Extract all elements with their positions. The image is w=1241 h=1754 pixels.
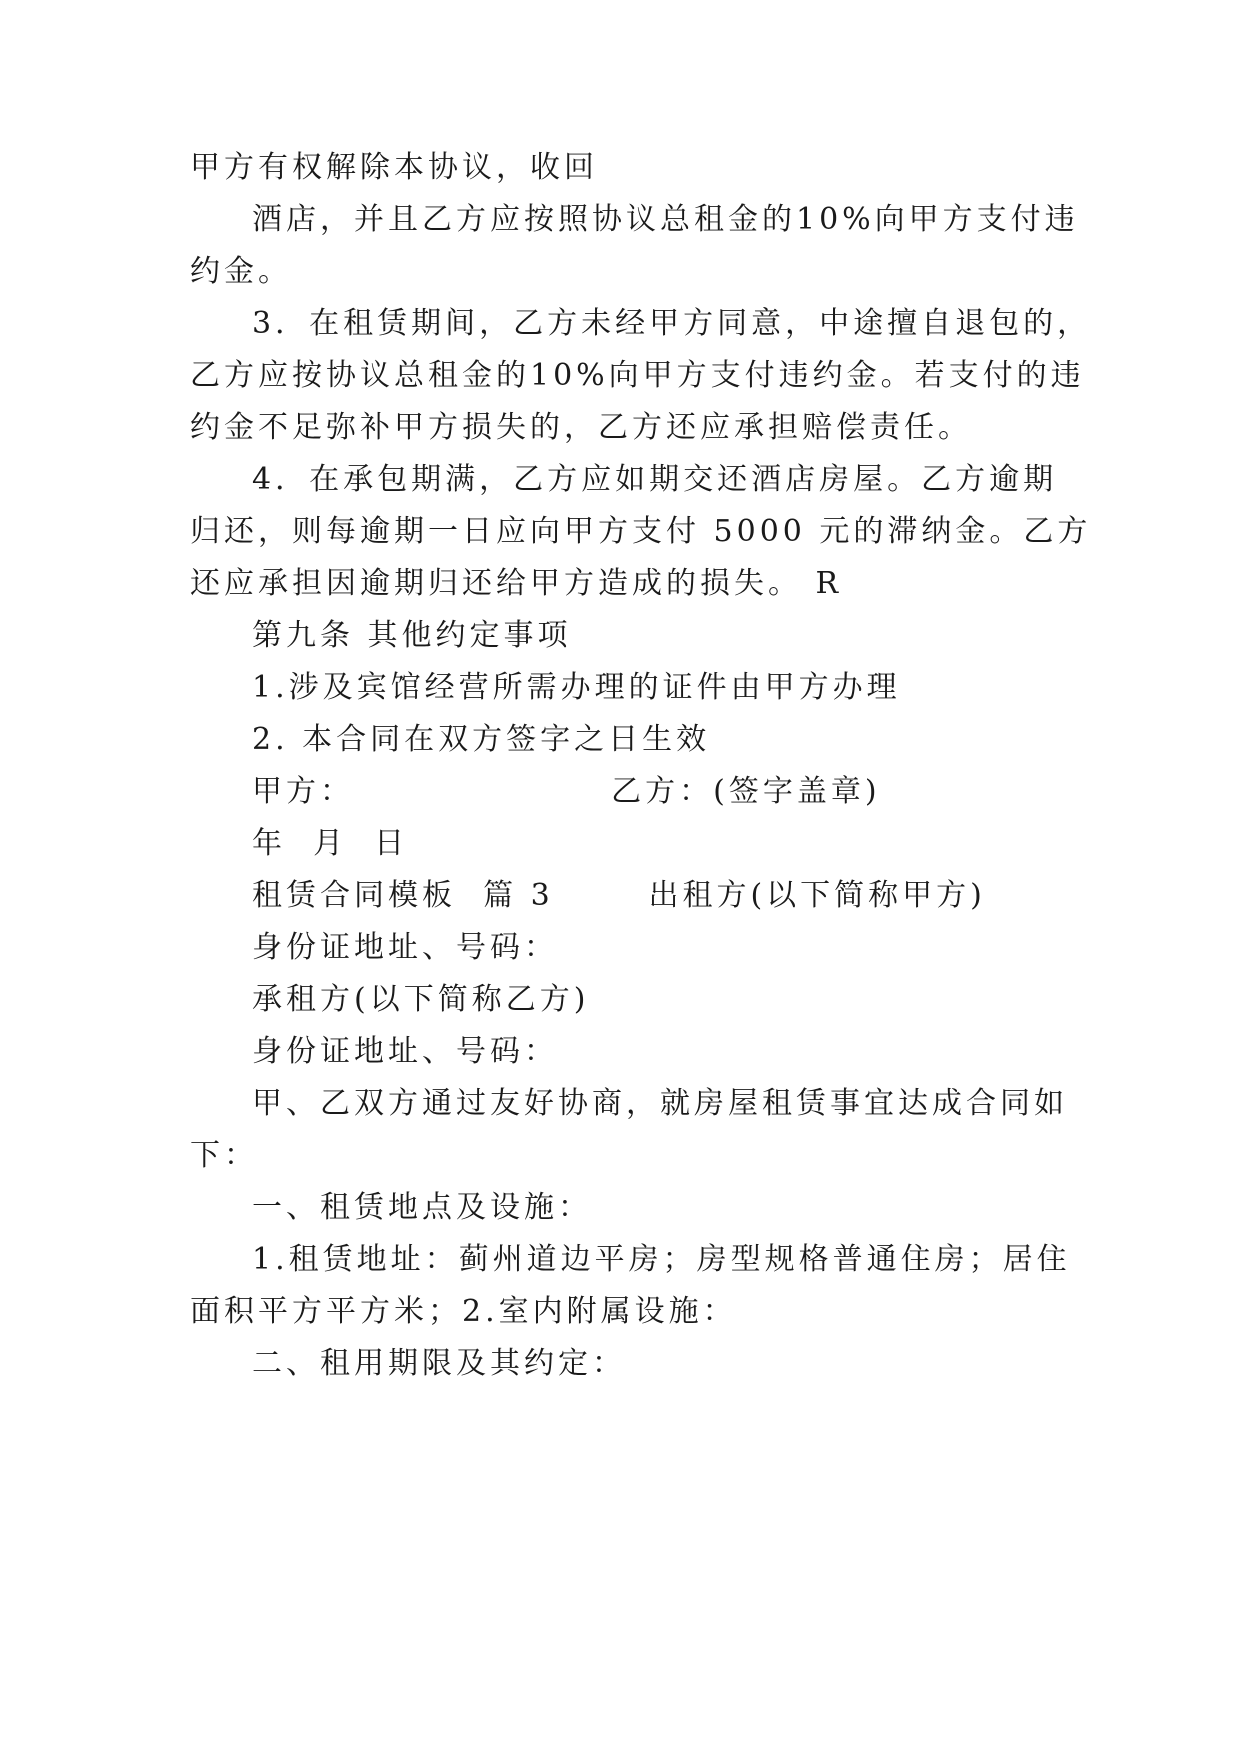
text-line: 甲、乙双方通过友好协商，就房屋租赁事宜达成合同如	[252, 1086, 1068, 1121]
text-line: 还应承担因逾期归还给甲方造成的损失。 R	[190, 566, 843, 601]
text-line: 1.涉及宾馆经营所需办理的证件由甲方办理	[252, 670, 901, 705]
text-line: 甲方有权解除本协议，收回	[190, 150, 598, 185]
text-line: 约金。	[190, 254, 292, 289]
text-line: 1.租赁地址：蓟州道边平房；房型规格普通住房；居住	[252, 1242, 1071, 1277]
text-line: 身份证地址、号码：	[252, 930, 558, 965]
section-heading: 二、租用期限及其约定：	[252, 1346, 626, 1381]
text-line: 归还，则每逾期一日应向甲方支付 5000 元的滞纳金。乙方	[190, 514, 1092, 549]
signature-line: 甲方： 乙方：(签字盖章)	[252, 774, 881, 809]
text-line: 下：	[190, 1138, 258, 1173]
section-heading: 租赁合同模板 篇 3 出租方(以下简称甲方)	[252, 878, 986, 913]
text-line: 4．在承包期满，乙方应如期交还酒店房屋。乙方逾期	[252, 462, 1058, 497]
text-line: 面积平方平方米；2.室内附属设施：	[190, 1294, 737, 1329]
date-line: 年 月 日	[252, 826, 409, 861]
section-heading: 第九条 其他约定事项	[252, 618, 572, 653]
section-heading: 一、租赁地点及设施：	[252, 1190, 592, 1225]
text-line: 2. 本合同在双方签字之日生效	[252, 722, 711, 757]
text-line: 约金不足弥补甲方损失的，乙方还应承担赔偿责任。	[190, 410, 972, 445]
text-line: 承租方(以下简称乙方)	[252, 982, 590, 1017]
text-line: 3．在租赁期间，乙方未经甲方同意，中途擅自退包的，	[252, 306, 1092, 341]
text-line: 酒店，并且乙方应按照协议总租金的10%向甲方支付违	[252, 202, 1079, 237]
text-line: 乙方应按协议总租金的10%向甲方支付违约金。若支付的违	[190, 358, 1085, 393]
text-line: 身份证地址、号码：	[252, 1034, 558, 1069]
